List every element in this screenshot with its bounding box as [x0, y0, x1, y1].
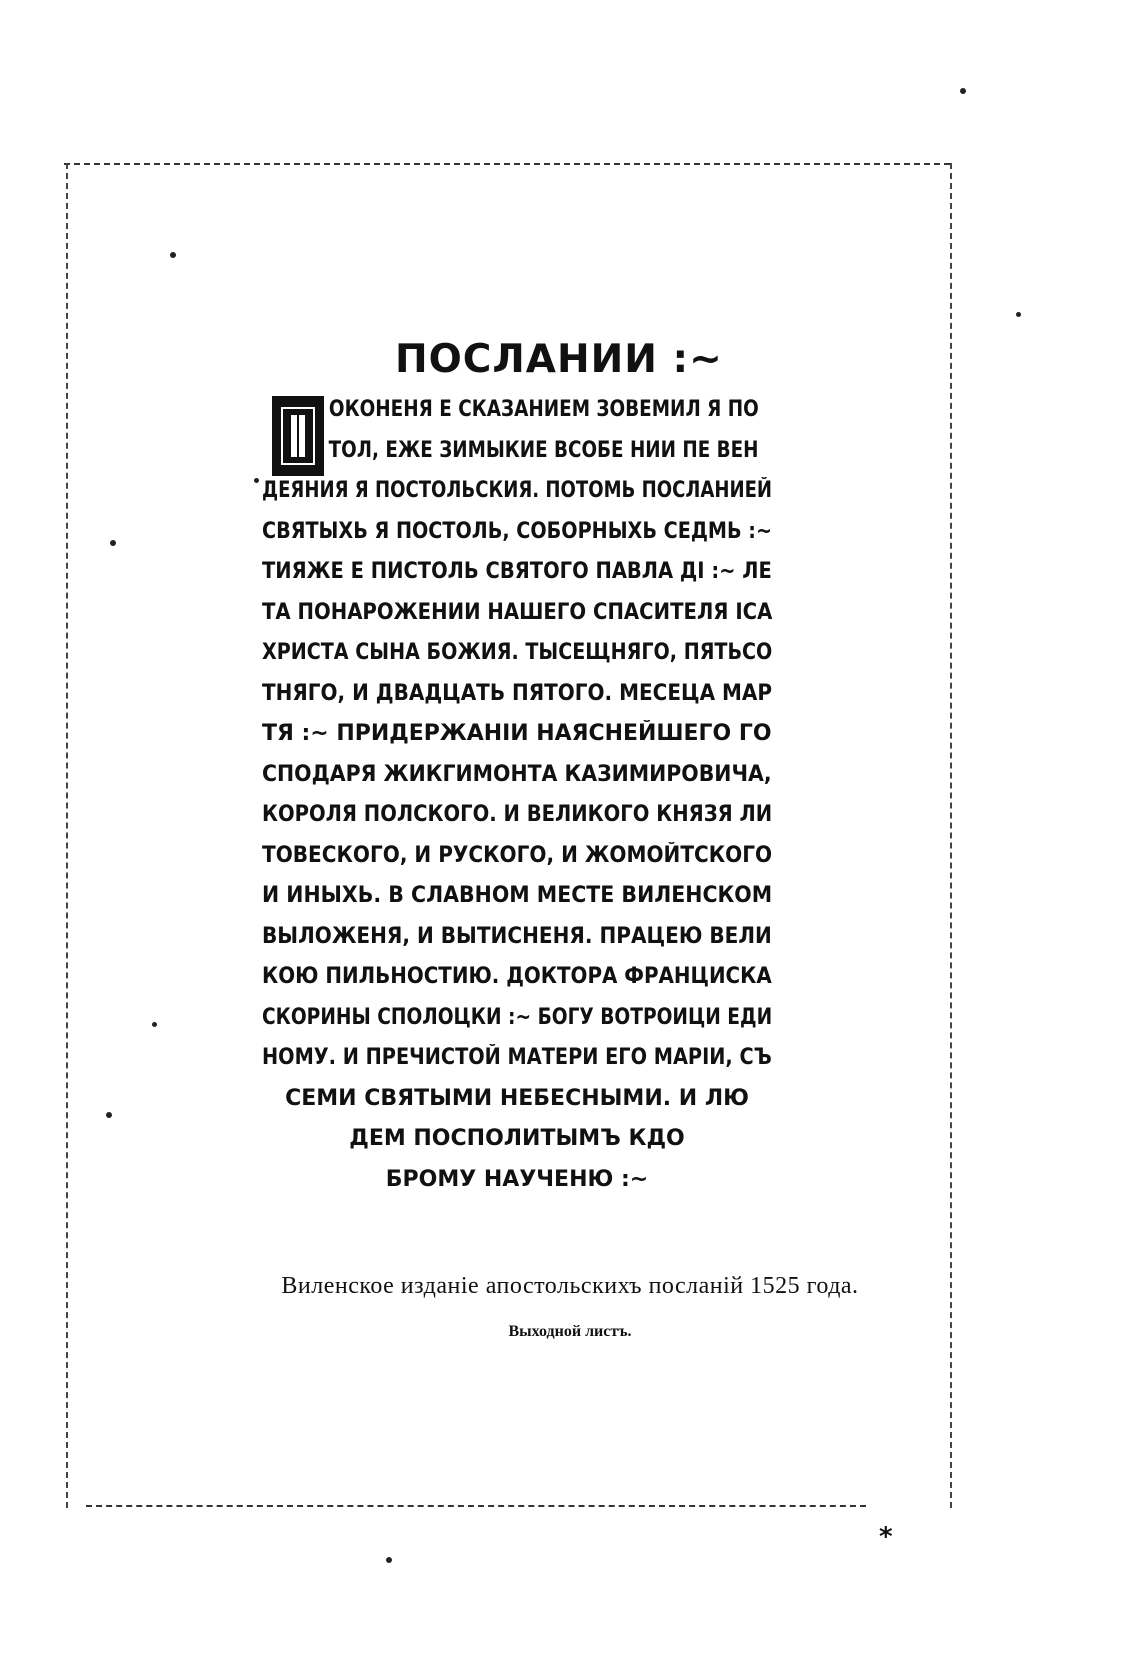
- facsimile-line: ТОЛ, ЕЖЕ ЗИМЫКИЕ ВСОБЕ НИИ ПЕ ВЕН: [328, 437, 759, 463]
- frame-right-border: [950, 163, 952, 1508]
- facsimile-line: ТИЯЖЕ Е ПИСТОЛЬ СВЯТОГО ПАВЛА ДІ :~ ЛЕ: [262, 559, 772, 584]
- facsimile-line: ХРИСТА СЫНА БОЖИЯ. ТЫСЕЩНЯГО, ПЯТЬСО: [262, 640, 773, 665]
- facsimile-title: ПОСЛАНИИ :~: [395, 337, 723, 382]
- facsimile-line: СЕМИ СВЯТЫМИ НЕБЕСНЫМИ. И ЛЮ: [285, 1085, 749, 1111]
- facsimile-line: ОКОНЕНЯ Е СКАЗАНИЕМ ЗОВЕМИЛ Я ПО: [328, 397, 759, 422]
- facsimile-body: [262, 390, 772, 1200]
- facsimile-line: СКОРИНЫ СПОЛОЦКИ :~ БОГУ ВОТРОИЦИ ЕДИ: [262, 1004, 773, 1030]
- figure-caption: Виленское изданіе апостольскихъ посланій 1525 года.: [281, 1273, 859, 1299]
- facsimile-line: НОМУ. И ПРЕЧИСТОЙ МАТЕРИ ЕГО МАРІИ, СЪ: [262, 1045, 772, 1070]
- facsimile-line: СПОДАРЯ ЖИКГИМОНТА КАЗИМИРОВИЧА,: [262, 761, 772, 787]
- ink-speck: [1016, 312, 1021, 317]
- page-mark: *: [879, 1522, 893, 1552]
- ink-speck: [170, 252, 176, 258]
- frame-left-border: [66, 163, 68, 1508]
- facsimile-line: И ИНЫХЬ. В СЛАВНОМ МЕСТЕ ВИЛЕНСКОМ: [262, 883, 773, 908]
- ink-speck: [254, 478, 259, 483]
- frame-top-border: [64, 163, 950, 165]
- facsimile-line: СВЯТЫХЬ Я ПОСТОЛЬ, СОБОРНЫХЬ СЕДМЬ :~: [262, 518, 773, 544]
- figure-subcaption: Выходной листъ.: [508, 1323, 632, 1340]
- ink-speck: [386, 1557, 392, 1563]
- facsimile-line: ТА ПОНАРОЖЕНИИ НАШЕГО СПАСИТЕЛЯ ІСА: [262, 599, 773, 625]
- ink-speck: [152, 1022, 157, 1027]
- title-page-facsimile: [262, 330, 772, 1200]
- facsimile-line: ТОВЕСКОГО, И РУСКОГО, И ЖОМОЙТСКОГО: [262, 842, 773, 868]
- ink-speck: [106, 1112, 112, 1118]
- facsimile-line: БРОМУ НАУЧЕНЮ :~: [385, 1166, 649, 1192]
- frame-bottom-border: [86, 1505, 866, 1507]
- facsimile-line: ДЕЯНИЯ Я ПОСТОЛЬСКИЯ. ПОТОМЬ ПОСЛАНИЕЙ: [262, 478, 773, 503]
- facsimile-line: КОРОЛЯ ПОЛСКОГО. И ВЕЛИКОГО КНЯЗЯ ЛИ: [262, 802, 773, 827]
- ink-speck: [110, 540, 116, 546]
- facsimile-line: ВЫЛОЖЕНЯ, И ВЫТИСНЕНЯ. ПРАЦЕЮ ВЕЛИ: [262, 923, 772, 949]
- facsimile-line: ТНЯГО, И ДВАДЦАТЬ ПЯТОГО. МЕСЕЦА МАР: [262, 680, 773, 706]
- facsimile-line: ДЕМ ПОСПОЛИТЫМЪ КДО: [349, 1126, 685, 1151]
- facsimile-line: КОЮ ПИЛЬНОСТИЮ. ДОКТОРА ФРАНЦИСКА: [262, 964, 772, 989]
- ink-speck: [960, 88, 966, 94]
- facsimile-line: ТЯ :~ ПРИДЕРЖАНІИ НАЯСНЕЙШЕГО ГО: [262, 721, 772, 746]
